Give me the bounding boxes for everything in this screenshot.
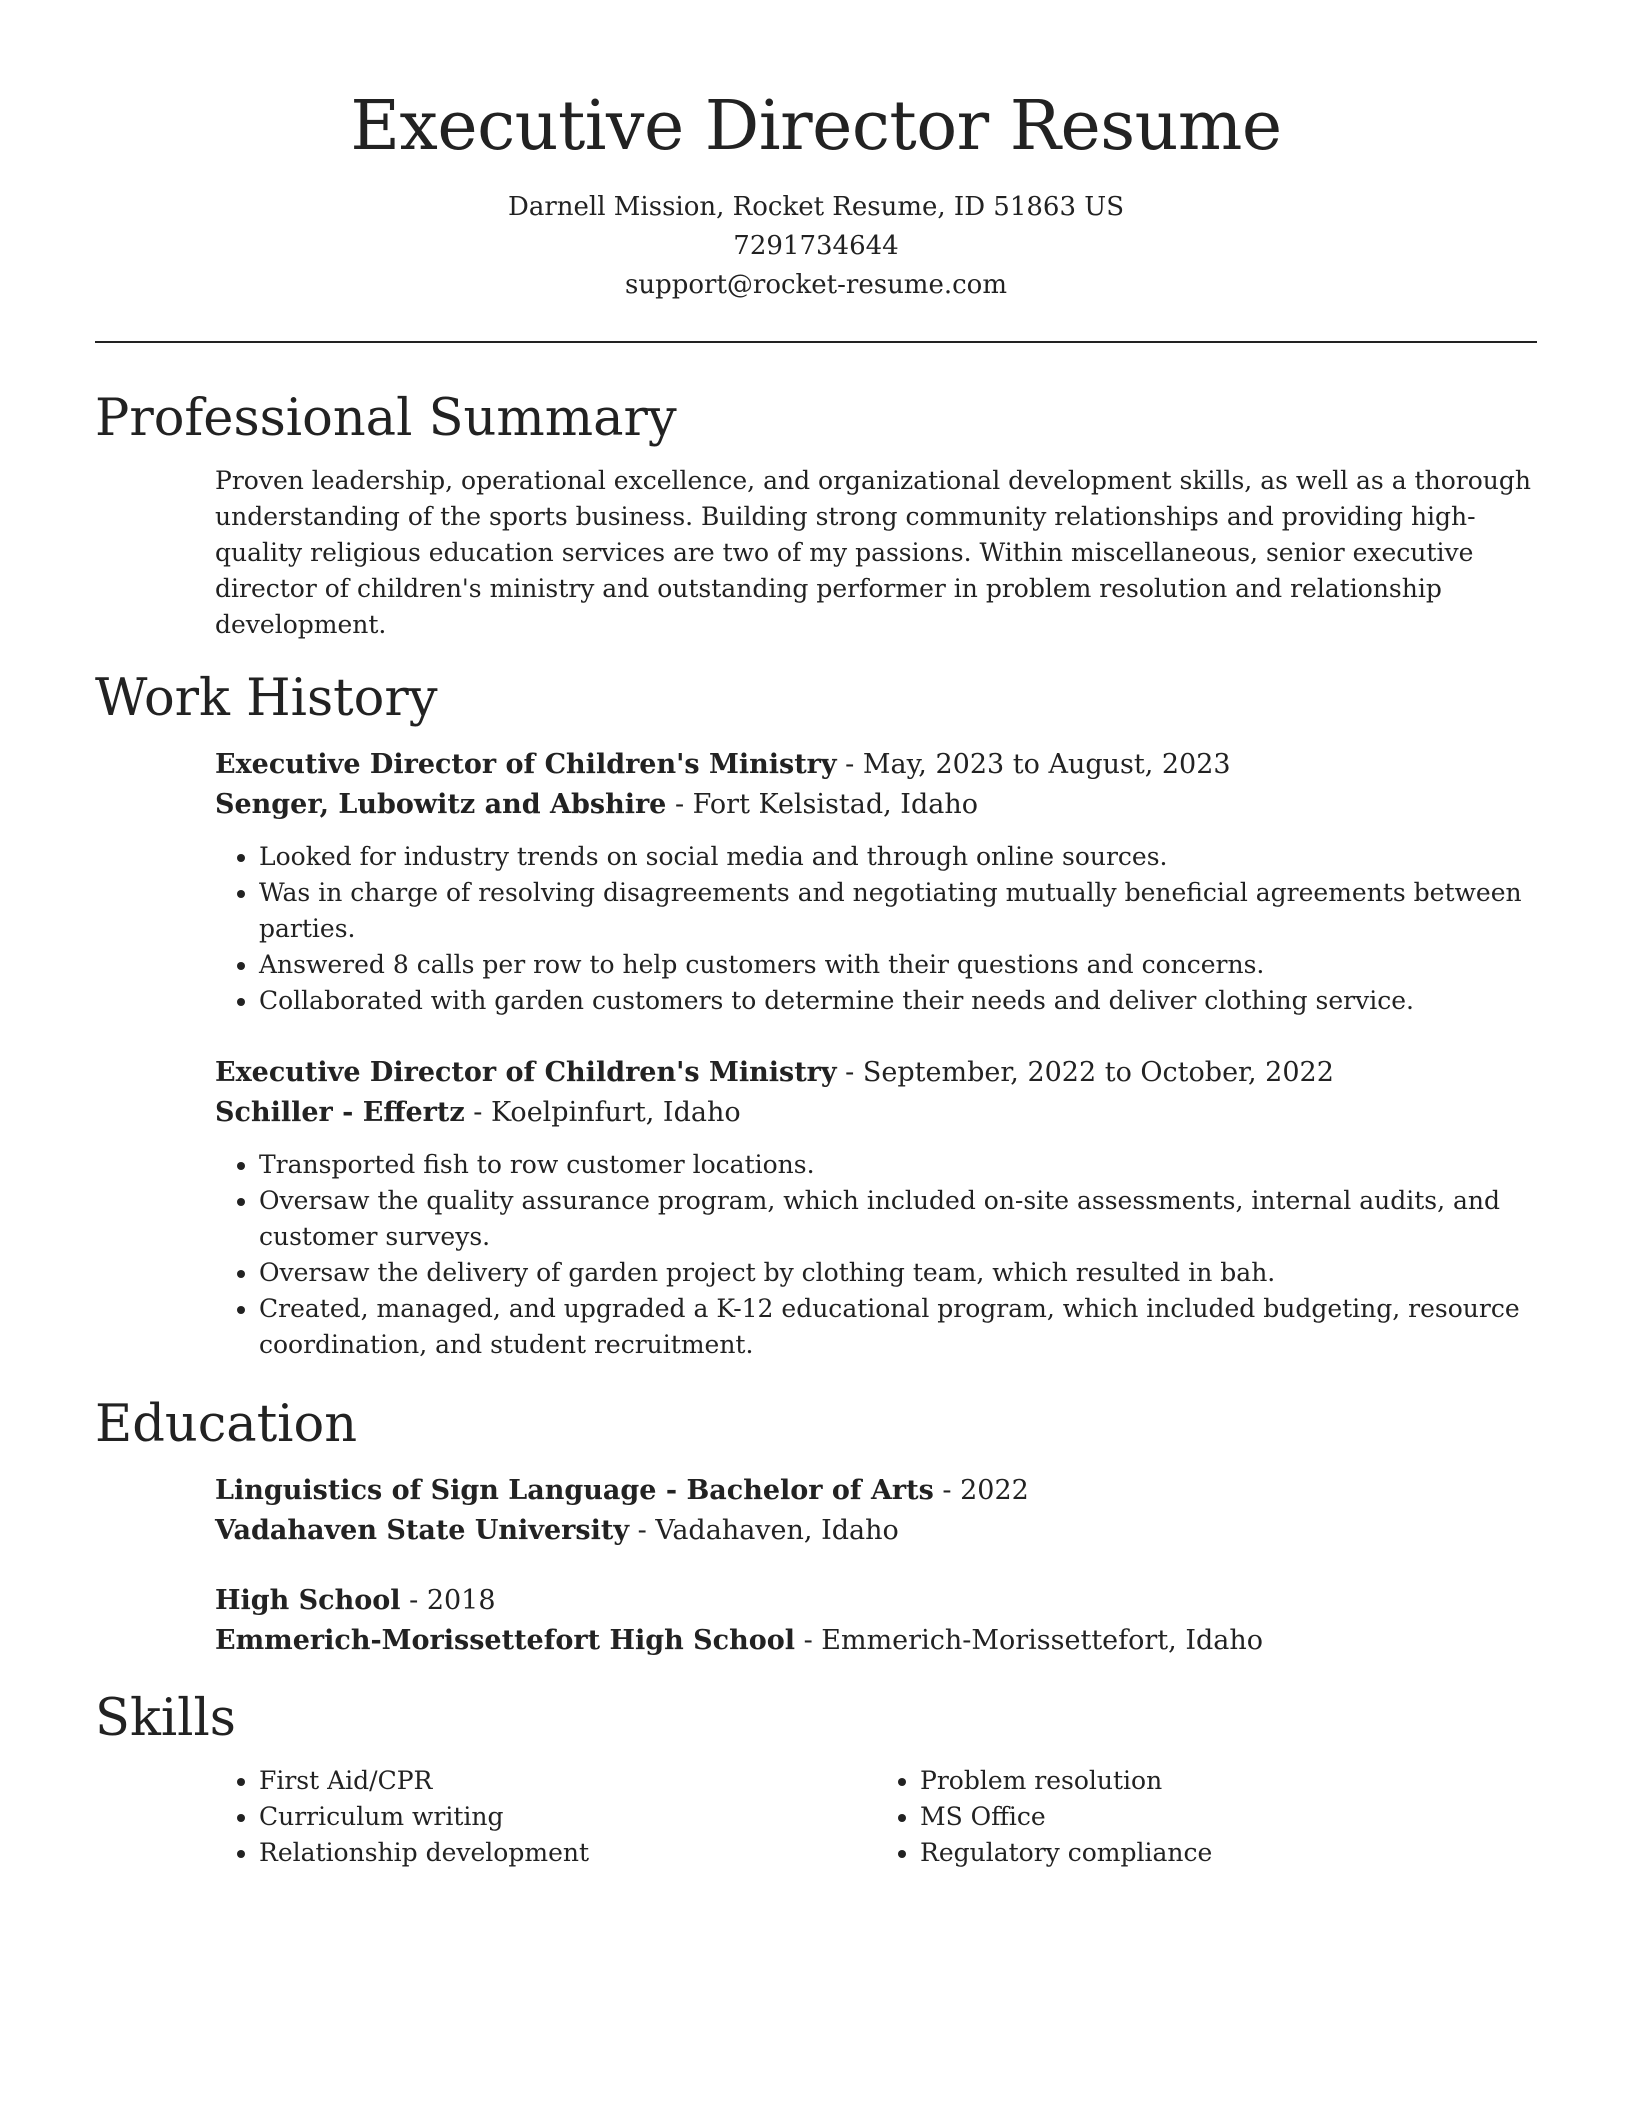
job-dates: - September, 2022 to October, 2022 <box>836 1057 1334 1088</box>
job-company: Schiller - Effertz <box>215 1097 465 1128</box>
job-entry <box>215 1053 1537 1363</box>
education-degree-line <box>215 1581 1537 1621</box>
job-bullet: • Oversaw the quality assurance program, which included on-site assessments, internal audits, and customer surveys. <box>259 1183 1537 1255</box>
job-bullets <box>215 839 1537 1019</box>
job-bullet: • Oversaw the delivery of garden project by clothing team, which resulted in bah. <box>259 1255 1537 1291</box>
skills-body <box>95 1763 1537 1871</box>
job-bullets <box>215 1147 1537 1363</box>
section-professional-summary <box>95 387 1537 643</box>
job-title: Executive Director of Children's Ministry <box>215 1057 837 1088</box>
education-year: - 2022 <box>933 1475 1029 1506</box>
contact-email: support@rocket-resume.com <box>624 270 1007 300</box>
job-title-line <box>215 745 1537 785</box>
section-title-skills: Skills <box>95 1689 236 1748</box>
resume-header <box>95 0 1537 305</box>
skills-column-right <box>876 1763 1537 1871</box>
summary-body <box>95 463 1537 643</box>
education-degree-line <box>215 1471 1537 1511</box>
contact-phone: 7291734644 <box>733 231 899 261</box>
skills-grid <box>215 1763 1537 1871</box>
summary-text: Proven leadership, operational excellence, and organizational development skills, as well as a thorough understanding of the sports business. Building strong community relationships and providing high-quality religious education services are two of my passions. Within miscellaneous, senior executive director of children's ministry and outstanding performer in problem resolution and relationship development. <box>215 466 1531 639</box>
job-location: - Fort Kelsistad, Idaho <box>666 789 978 820</box>
job-company-line <box>215 785 1537 825</box>
job-company: Senger, Lubowitz and Abshire <box>215 789 667 820</box>
skill-item: • MS Office <box>920 1799 1537 1835</box>
job-bullet: • Was in charge of resolving disagreements and negotiating mutually beneficial agreements between parties. <box>259 875 1537 947</box>
section-title-education: Education <box>95 1395 358 1454</box>
education-school: Vadahaven State University <box>215 1515 630 1546</box>
job-bullet: • Answered 8 calls per row to help customers with their questions and concerns. <box>259 947 1537 983</box>
education-degree: High School <box>215 1585 401 1616</box>
header-divider <box>95 341 1537 343</box>
education-degree: Linguistics of Sign Language - Bachelor of Arts <box>215 1475 934 1506</box>
section-title-work: Work History <box>95 669 438 728</box>
skill-item: • Regulatory compliance <box>920 1835 1537 1871</box>
resume-title: Executive Director Resume <box>350 87 1282 166</box>
section-skills <box>95 1687 1537 1871</box>
job-bullet: • Looked for industry trends on social media and through online sources. <box>259 839 1537 875</box>
education-entry <box>215 1581 1537 1661</box>
education-body <box>95 1471 1537 1661</box>
section-title-summary: Professional Summary <box>95 389 677 448</box>
job-company-line <box>215 1093 1537 1133</box>
work-body <box>95 745 1537 1363</box>
section-work-history <box>95 667 1537 1363</box>
job-bullet: • Created, managed, and upgraded a K-12 educational program, which included budgeting, resource coordination, and student recruitment. <box>259 1291 1537 1363</box>
contact-address: Darnell Mission, Rocket Resume, ID 51863 US <box>507 192 1124 222</box>
job-title-line <box>215 1053 1537 1093</box>
education-year: - 2018 <box>400 1585 496 1616</box>
education-school: Emmerich-Morissettefort High School <box>215 1625 795 1656</box>
section-education <box>95 1393 1537 1661</box>
job-entry <box>215 745 1537 1019</box>
education-school-line <box>215 1621 1537 1661</box>
contact-block <box>95 188 1537 305</box>
job-title: Executive Director of Children's Ministry <box>215 749 837 780</box>
skill-item: • Curriculum writing <box>259 1799 876 1835</box>
skill-item: • Problem resolution <box>920 1763 1537 1799</box>
education-location: - Vadahaven, Idaho <box>629 1515 899 1546</box>
skill-item: • Relationship development <box>259 1835 876 1871</box>
job-location: - Koelpinfurt, Idaho <box>464 1097 741 1128</box>
job-bullet: • Collaborated with garden customers to determine their needs and deliver clothing service. <box>259 983 1537 1019</box>
job-dates: - May, 2023 to August, 2023 <box>836 749 1231 780</box>
job-bullet: • Transported fish to row customer locations. <box>259 1147 1537 1183</box>
education-school-line <box>215 1511 1537 1551</box>
skills-column-left <box>215 1763 876 1871</box>
skill-item: • First Aid/CPR <box>259 1763 876 1799</box>
education-entry <box>215 1471 1537 1551</box>
education-location: - Emmerich-Morissettefort, Idaho <box>794 1625 1264 1656</box>
